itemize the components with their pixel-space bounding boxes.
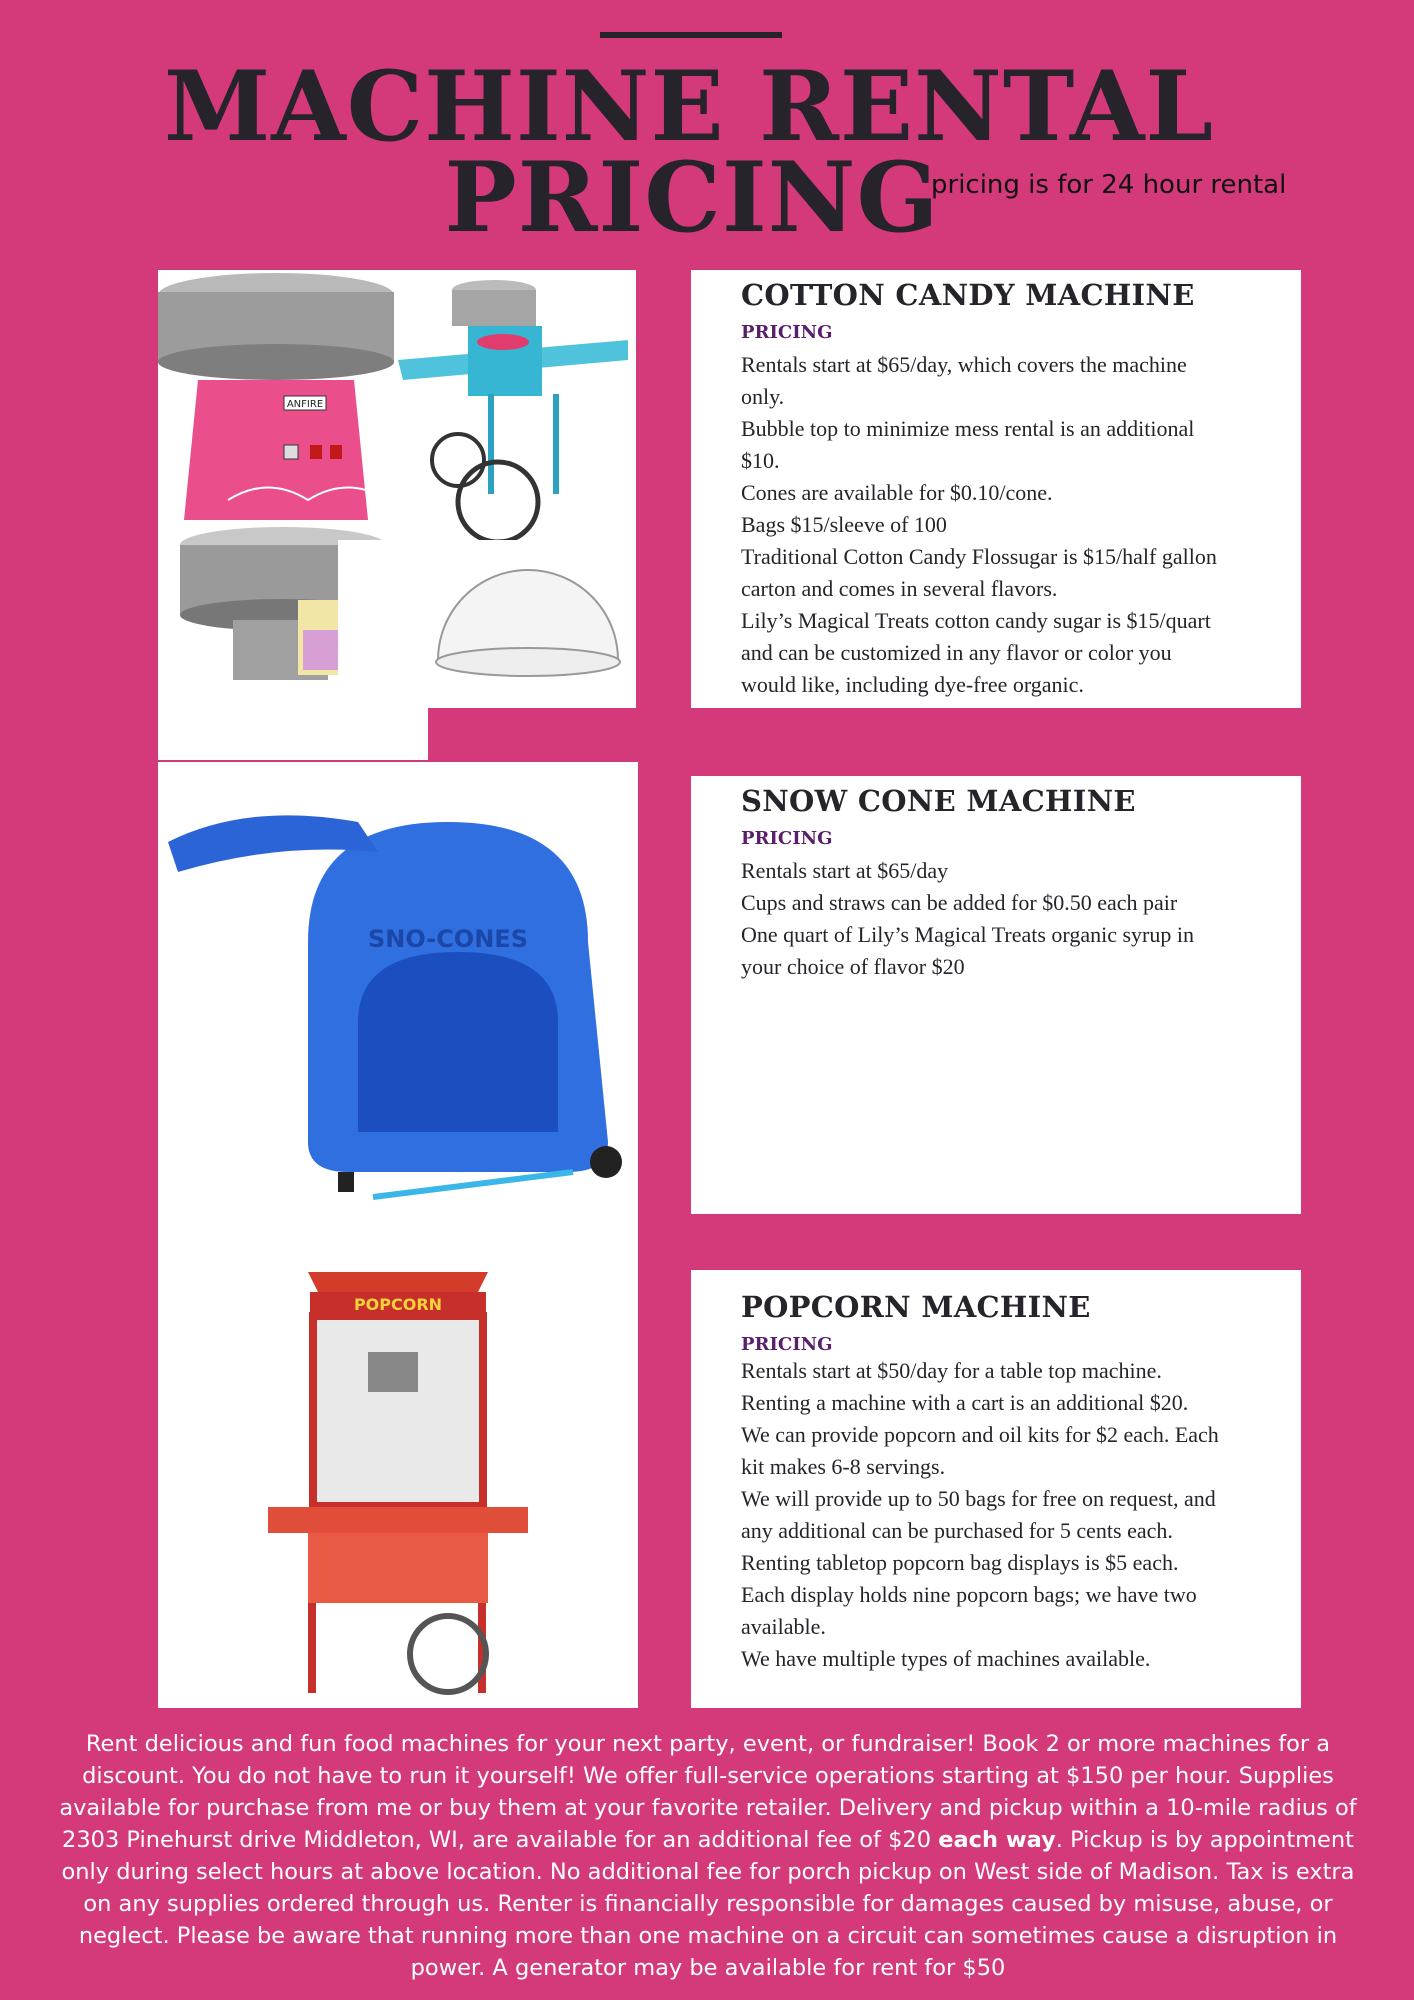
pricing-line: only. — [741, 384, 785, 409]
svg-text:POPCORN: POPCORN — [353, 1295, 443, 1314]
title-rule — [600, 32, 782, 38]
pricing-line: Bags $15/sleeve of 100 — [741, 512, 947, 537]
pricing-label: PRICING — [741, 1334, 833, 1355]
svg-text:SNO-CONES: SNO-CONES — [368, 925, 528, 953]
footer-text-after: . Pickup is by appointment only during select hours at above location. No additional fee for porch pickup on West side of Madison. Tax is extra on any supplies ordered through us. Renter is financially responsible for damages caused by misuse, abuse, or neglect. Please be aware that running more than one machine on a circuit can sometimes cause a disruption in power. A generator may be available for rent for $50 — [61, 1827, 1355, 1981]
pricing-line: We can provide popcorn and oil kits for $2 each. Each — [741, 1422, 1219, 1447]
cotton-candy-card — [691, 270, 1301, 708]
pricing-label: PRICING — [741, 828, 833, 849]
pricing-line: Rentals start at $65/day — [741, 858, 949, 883]
card-title: COTTON CANDY MACHINE — [741, 278, 1195, 312]
page-title-line2: PRICING — [444, 141, 940, 254]
cotton-candy-image-base — [158, 708, 428, 760]
snow-cone-illustration — [158, 762, 638, 1222]
popcorn-card — [691, 1270, 1301, 1708]
pricing-line: One quart of Lily’s Magical Treats organic syrup in — [741, 922, 1194, 947]
card-title: POPCORN MACHINE — [741, 1290, 1091, 1324]
pricing-line: Cups and straws can be added for $0.50 each pair — [741, 890, 1178, 915]
cotton-candy-illustrations — [158, 270, 636, 708]
blue-cotton-candy-cart-image — [398, 280, 628, 542]
pricing-line: available. — [741, 1614, 826, 1639]
pricing-line: your choice of flavor $20 — [741, 954, 965, 979]
pricing-line: Renting a machine with a cart is an additional $20. — [741, 1390, 1189, 1415]
popcorn-image — [158, 1222, 638, 1708]
pricing-line: Renting tabletop popcorn bag displays is $5 each. — [741, 1550, 1179, 1575]
pricing-line: Each display holds nine popcorn bags; we have two — [741, 1582, 1197, 1607]
card-title: SNOW CONE MACHINE — [741, 784, 1136, 818]
pricing-line: Rentals start at $65/day, which covers the machine — [741, 352, 1187, 377]
pricing-line: $10. — [741, 448, 780, 473]
pricing-line: any additional can be purchased for 5 cents each. — [741, 1518, 1173, 1543]
pricing-line: Cones are available for $0.10/cone. — [741, 480, 1053, 505]
pricing-line: and can be customized in any flavor or color you — [741, 640, 1172, 665]
pricing-line: kit makes 6-8 servings. — [741, 1454, 946, 1479]
pricing-line: carton and comes in several flavors. — [741, 576, 1058, 601]
pricing-line: We will provide up to 50 bags for free on request, and — [741, 1486, 1216, 1511]
pricing-label: PRICING — [741, 322, 833, 343]
pricing-line: Rentals start at $50/day for a table top machine. — [741, 1358, 1162, 1383]
pricing-line: Lily’s Magical Treats cotton candy sugar is $15/quart — [741, 608, 1211, 633]
page-title-line1: MACHINE RENTAL — [164, 50, 1214, 163]
pink-cotton-candy-machine-image — [158, 273, 394, 520]
snow-cone-card — [691, 776, 1301, 1214]
pricing-line: Bubble top to minimize mess rental is an additional — [741, 416, 1195, 441]
footer-terms — [58, 1728, 1358, 1984]
bubble-top-dome-image — [338, 540, 636, 708]
pricing-line: Traditional Cotton Candy Flossugar is $15/half gallon — [741, 544, 1217, 569]
footer-bold-text: each way — [938, 1827, 1056, 1853]
popcorn-cart-illustration — [158, 1222, 638, 1708]
pricing-line: would like, including dye-free organic. — [741, 672, 1084, 697]
snow-cone-image — [158, 762, 638, 1222]
svg-text:ANFIRE: ANFIRE — [286, 399, 324, 410]
rental-period-note: pricing is for 24 hour rental — [931, 170, 1287, 200]
footer-text-before: Rent delicious and fun food machines for your next party, event, or fundraiser! Book 2 or more machines for a discount. You do not have to run it yourself! We offer full-service operations starting at $150 per hour. Supplies available for purchase from me or buy them at your favorite retailer. Delivery and pickup within a 10-mile radius of 2303 Pinehurst drive Middleton, WI, are available for an additional fee of $20 — [59, 1731, 1357, 1853]
cotton-candy-images — [158, 270, 636, 708]
pricing-line: We have multiple types of machines available. — [741, 1646, 1151, 1671]
